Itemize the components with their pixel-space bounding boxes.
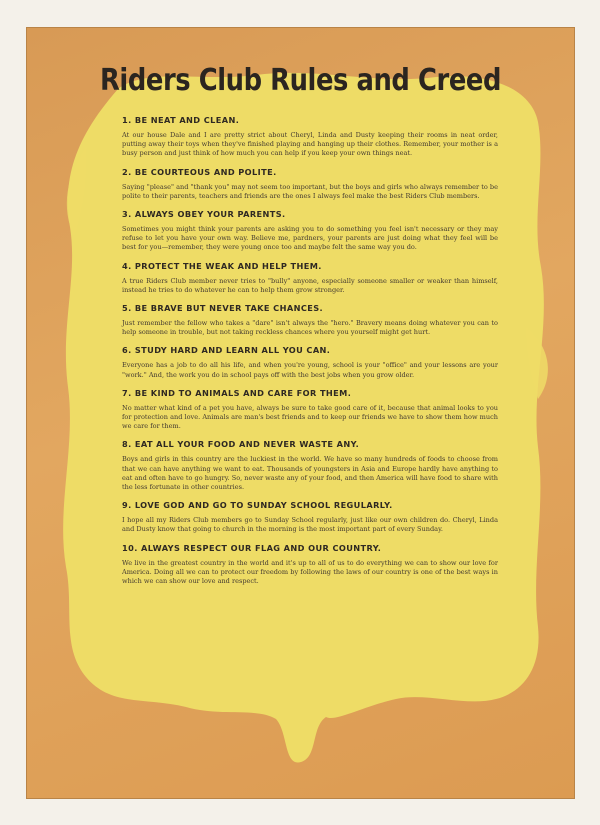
rule-item [122,345,498,379]
comic-back-cover [26,27,575,799]
rule-heading: 2. BE COURTEOUS AND POLITE. [122,166,277,177]
rule-text: Everyone has a job to do all his life, and when you're young, school is your "office" and your lessons are your "work." And, the work you do in school pays off with the best jobs when you grow older. [122,361,498,379]
rule-item [122,500,498,534]
rule-item [122,303,498,337]
rule-text: A true Riders Club member never tries to "bully" anyone, especially someone smaller or weaker than himself, instead he tries to do whatever he can to help them grow stronger. [122,276,498,294]
rule-text: Just remember the fellow who takes a "dare" isn't always the "hero." Bravery means doing whatever you can to help someone in trouble, but not taking reckless chances where you yourself might get hurt. [122,319,498,337]
rule-heading: 4. PROTECT THE WEAK AND HELP THEM. [122,260,322,271]
rule-item [122,439,498,492]
rule-text: No matter what kind of a pet you have, always be sure to take good care of it, because that animal looks to you for protection and love. Animals are man's best friends and to keep our friends we have to show them how much we care for them. [122,403,498,431]
rule-item [122,167,498,201]
page-title: Riders Club Rules and Creed [99,63,501,98]
rules-list [122,115,498,586]
rule-heading: 1. BE NEAT AND CLEAN. [122,115,240,125]
rule-text: Saying "please" and "thank you" may not seem too important, but the boys and girls who always remember to be polite to their parents, teachers and friends are the ones I always feel make the best Riders Club members. [122,182,498,200]
rule-heading: 10. ALWAYS RESPECT OUR FLAG AND OUR COUNTRY. [122,542,382,553]
rule-heading: 3. ALWAYS OBEY YOUR PARENTS. [122,209,286,220]
rule-item [122,115,498,159]
rule-item [122,261,498,295]
rule-text: Boys and girls in this country are the luckiest in the world. We have so many hundreds of foods to choose from that we can have anything we want to eat. Thousands of youngsters in Asia and Europe hardly have anything to eat and often have to go hungry. So, never waste any of your food, and then America will have food to share with the less fortunate in other countries. [122,455,498,492]
rule-text: I hope all my Riders Club members go to Sunday School regularly, just like our own children do. Cheryl, Linda and Dusty know that going to church in the morning is the most important part of every Sunday. [122,516,498,534]
rule-text: At our house Dale and I are pretty strict about Cheryl, Linda and Dusty keeping their rooms in neat order, putting away their toys when they've finished playing and hanging up their clothes. Remember, your mother is a busy person and just think of how much you can help if you keep your own things neat. [122,131,498,158]
rule-heading: 9. LOVE GOD AND GO TO SUNDAY SCHOOL REGULARLY. [122,500,393,511]
rule-item [122,543,498,587]
rule-item [122,388,498,432]
rule-heading: 6. STUDY HARD AND LEARN ALL YOU CAN. [122,345,331,356]
rule-heading: 8. EAT ALL YOUR FOOD AND NEVER WASTE ANY. [122,439,360,450]
rule-text: We live in the greatest country in the world and it's up to all of us to do everything we can to show our love for America. Doing all we can to protect our freedom by following the laws of our country is one of the best ways in which we can show our love and respect. [122,558,498,586]
rule-text: Sometimes you might think your parents are asking you to do something you feel isn't necessary or they may refuse to let you have your own way. Believe me, pardners, your parents are just doing what they feel will be best for you—remember, they were young once too and maybe felt the same way you do. [122,225,498,252]
rule-item [122,209,498,253]
rule-heading: 5. BE BRAVE BUT NEVER TAKE CHANCES. [122,303,324,314]
rule-heading: 7. BE KIND TO ANIMALS AND CARE FOR THEM. [122,387,352,398]
